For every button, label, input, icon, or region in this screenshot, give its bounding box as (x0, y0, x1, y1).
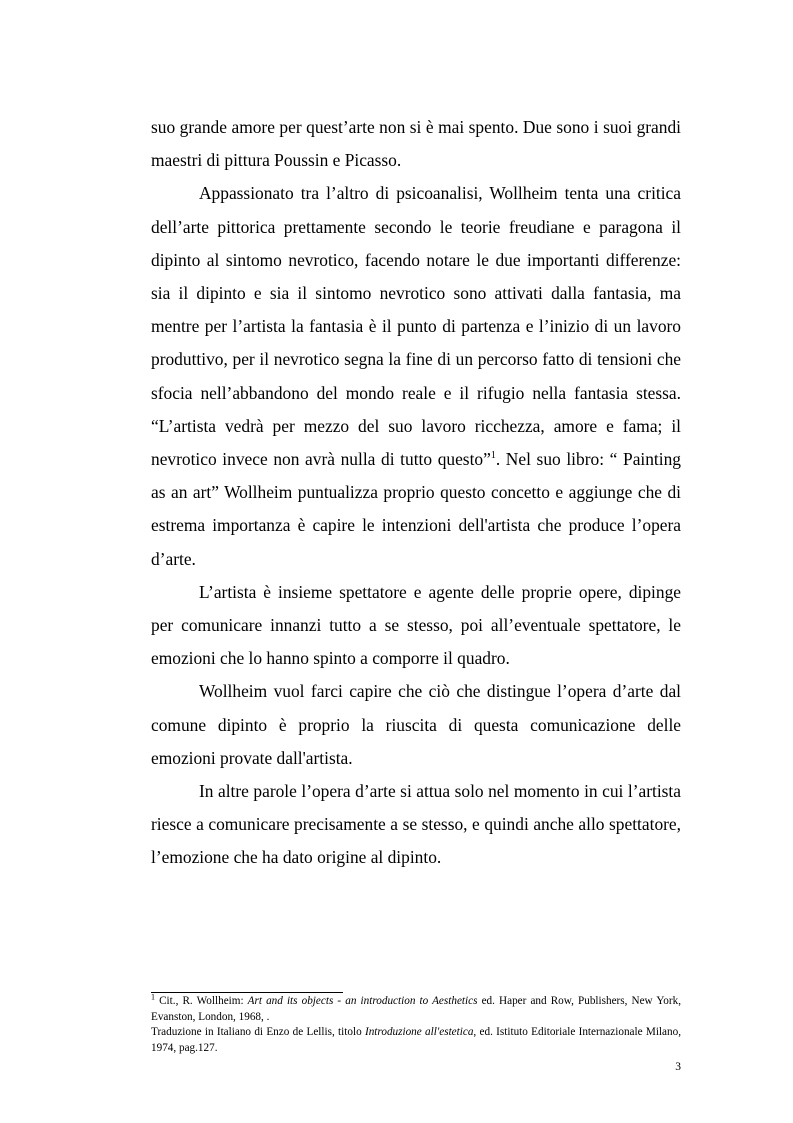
paragraph-4: Wollheim vuol farci capire che ciò che distingue l’opera d’arte dal comune dipinto è proprio la riuscita di questa comunicazione delle emozioni provate dall'artista. (151, 681, 681, 768)
page-number: 3 (675, 1061, 681, 1073)
paragraph-2 (151, 177, 681, 575)
footnote-citation (151, 994, 681, 1025)
footnote-number: 1 (151, 992, 155, 1002)
paragraph-2-text: Appassionato tra l’altro di psicoanalisi, Wollheim tenta una critica dell’arte pittorica prettamente secondo le teorie freudiane e paragona il dipinto al sintomo nevrotico, facendo notare le due importanti differenze: sia il dipinto e sia il sintomo nevrotico sono attivati dalla fantasia, ma mentre per l’artista la fantasia è il punto di partenza e l’inizio di un lavoro produttivo, per il nevrotico segna la fine di un percorso fatto di tensioni che sfocia nell’abbandono del mondo reale e il rifugio nella fantasia stessa. “L’artista vedrà per mezzo del suo lavoro ricchezza, amore e fama; il nevrotico invece non avrà nulla di tutto questo” (151, 183, 681, 470)
footnote-translation-lead: Traduzione in Italiano di Enzo de Lellis, titolo (151, 1026, 365, 1039)
footnote (151, 994, 681, 1056)
body-text (151, 111, 681, 875)
paragraph-3: L’artista è insieme spettatore e agente delle proprie opere, dipinge per comunicare innanzi tutto a se stesso, poi all’eventuale spettatore, le emozioni che lo hanno spinto a comporre il quadro. (151, 581, 681, 669)
footnote-translation (151, 1025, 681, 1056)
footnote-citation-title: Art and its objects - an introduction to Aesthetics (247, 995, 478, 1007)
footnote-citation-tail: ed. Haper and Row, Publishers, New York, Evanston, London, 1968, . (151, 995, 681, 1023)
paragraph-1: suo grande amore per quest’arte non si è mai spento. Due sono i suoi grandi maestri di pittura Poussin e Picasso. (151, 117, 681, 171)
footnote-reference[interactable]: 1 (490, 450, 496, 462)
paragraph-2-continuation: . Nel suo libro: “ Painting as an art” Wollheim puntualizza proprio questo concetto e aggiunge che di estrema importanza è capire le intenzioni dell'artista che produce l’opera d’arte. (151, 449, 681, 569)
footnote-translation-tail: , ed. Istituto Editoriale Internazionale Milano, 1974, pag.127. (151, 1026, 681, 1054)
footnote-separator (151, 992, 343, 993)
footnote-translation-title: Introduzione all'estetica (364, 1026, 474, 1039)
footnote-citation-lead: Cit., R. Wollheim: (155, 995, 248, 1007)
paragraph-5: In altre parole l’opera d’arte si attua solo nel momento in cui l’artista riesce a comunicare precisamente a se stesso, e quindi anche allo spettatore, l’emozione che ha dato origine al dipinto. (151, 781, 681, 868)
